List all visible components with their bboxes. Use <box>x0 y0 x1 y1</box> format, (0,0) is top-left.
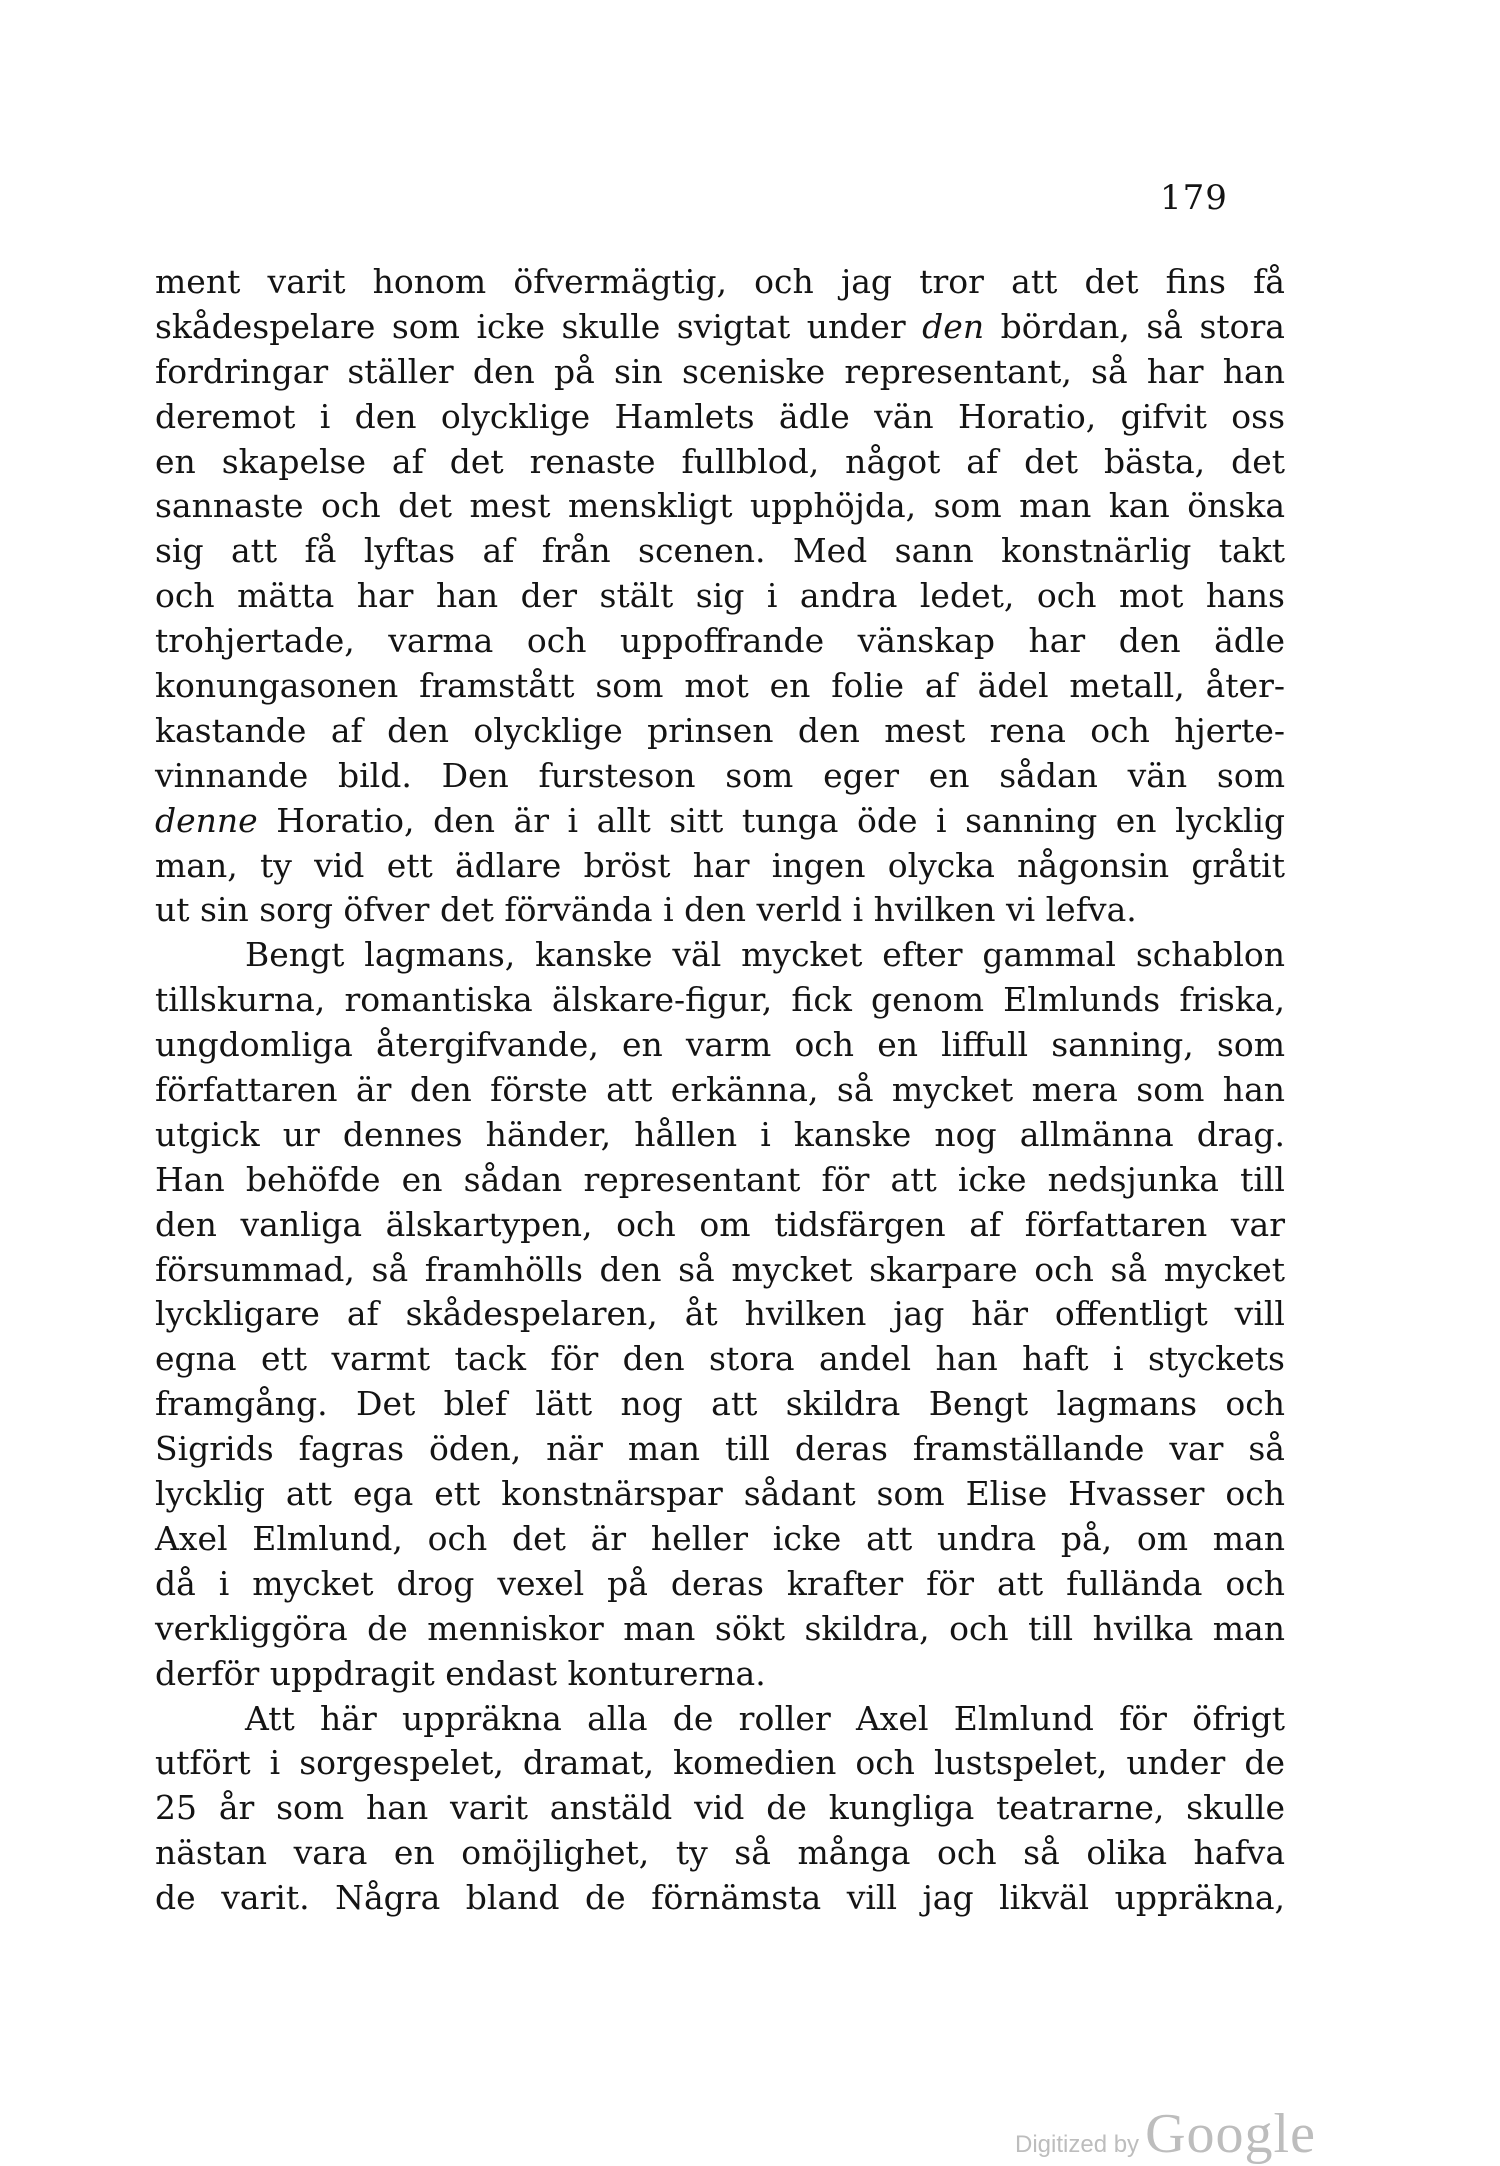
text-span: bördan, så stora <box>984 306 1285 346</box>
text-line <box>155 1337 1285 1382</box>
text-line <box>155 574 1285 619</box>
text-line <box>155 1068 1285 1113</box>
digitized-watermark <box>1015 2102 1316 2166</box>
text-line <box>155 933 1285 978</box>
text-span: Sigrids fagras öden, när man till deras framställande var så <box>155 1429 1285 1469</box>
text-line <box>155 395 1285 440</box>
text-span: skådespelare som icke skulle svigtat under <box>155 306 923 346</box>
text-span: 25 år som han varit anstäld vid de kungliga teatrarne, skulle <box>155 1788 1285 1828</box>
text-line <box>155 978 1285 1023</box>
text-span: deremot i den olycklige Hamlets ädle vän Horatio, gifvit oss <box>155 396 1285 436</box>
text-span: sannaste och det mest menskligt upphöjda, som man kan önska <box>155 486 1285 526</box>
text-line <box>155 1248 1285 1293</box>
text-span: konungasonen framstått som mot en folie af ädel metall, åter- <box>155 666 1285 706</box>
text-span: Att här uppräkna alla de roller Axel Elmlund för öfrigt <box>245 1698 1285 1738</box>
text-line <box>155 709 1285 754</box>
text-span: ment varit honom öfvermägtig, och jag tror att det fins få <box>155 262 1285 301</box>
text-span: sig att få lyftas af från scenen. Med sann konstnärlig takt <box>155 531 1285 571</box>
text-span: egna ett varmt tack för den stora andel han haft i styckets <box>155 1339 1285 1379</box>
text-line <box>155 664 1285 709</box>
text-span: fordringar ställer den på sin sceniske representant, så har han <box>155 351 1285 391</box>
text-span: ut sin sorg öfver det förvända i den verld i hvilken vi lefva. <box>155 890 1137 930</box>
text-line <box>155 1382 1285 1427</box>
text-span: lycklig att ega ett konstnärspar sådant som Elise Hvasser och <box>155 1474 1285 1514</box>
text-line <box>155 1741 1285 1786</box>
text-span: vinnande bild. Den fursteson som eger en sådan vän som <box>155 755 1285 795</box>
text-line <box>155 1876 1285 1921</box>
text-span: den vanliga älskartypen, och om tidsfärgen af författaren var <box>155 1204 1285 1244</box>
text-line <box>155 1562 1285 1607</box>
text-span: utfört i sorgespelet, dramat, komedien och lustspelet, under de <box>155 1743 1285 1783</box>
text-span: framgång. Det blef lätt nog att skildra Bengt lagmans och <box>155 1384 1285 1424</box>
text-line <box>155 529 1285 574</box>
text-span: lyckligare af skådespelaren, åt hvilken jag här offentligt vill <box>155 1294 1285 1334</box>
text-span: då i mycket drog vexel på deras krafter för att fullända och <box>155 1563 1285 1603</box>
body-text <box>155 260 1285 1921</box>
text-line <box>155 1831 1285 1876</box>
text-line <box>155 1517 1285 1562</box>
text-span: försummad, så framhölls den så mycket skarpare och så mycket <box>155 1249 1285 1289</box>
text-line <box>155 1697 1285 1742</box>
text-span: Axel Elmlund, och det är heller icke att undra på, om man <box>155 1518 1285 1558</box>
text-line <box>155 1023 1285 1068</box>
text-span: Horatio, den är i allt sitt tunga öde i sanning en lycklig <box>257 800 1285 840</box>
text-span: nästan vara en omöjlighet, ty så många och så olika hafva <box>155 1833 1285 1873</box>
italic-text: den <box>922 306 985 346</box>
text-span: och mätta har han der stält sig i andra ledet, och mot hans <box>155 576 1285 616</box>
text-line <box>155 1427 1285 1472</box>
text-line <box>155 260 1285 305</box>
text-line <box>155 888 1285 933</box>
watermark-prefix: Digitized by <box>1015 2131 1140 2158</box>
text-line <box>155 350 1285 395</box>
text-span: de varit. Några bland de förnämsta vill jag likväl uppräkna, <box>155 1878 1285 1918</box>
google-logo: Google <box>1145 2103 1316 2165</box>
text-span: Han behöfde en sådan representant för att icke nedsjunka till <box>155 1159 1285 1199</box>
text-line <box>155 619 1285 664</box>
text-span: man, ty vid ett ädlare bröst har ingen olycka någonsin gråtit <box>155 845 1285 885</box>
text-line <box>155 484 1285 529</box>
text-line <box>155 1652 1285 1697</box>
text-line <box>155 1113 1285 1158</box>
text-line <box>155 1292 1285 1337</box>
text-span: utgick ur dennes händer, hållen i kanske nog allmänna drag. <box>155 1114 1285 1154</box>
text-span: författaren är den förste att erkänna, så mycket mera som han <box>155 1070 1285 1110</box>
text-line <box>155 1158 1285 1203</box>
text-line <box>155 844 1285 889</box>
text-span: derför uppdragit endast konturerna. <box>155 1653 766 1693</box>
text-line <box>155 754 1285 799</box>
text-span: verkliggöra de menniskor man sökt skildra, och till hvilka man <box>155 1608 1285 1648</box>
text-line <box>155 1472 1285 1517</box>
text-line <box>155 440 1285 485</box>
page-number: 179 <box>1160 178 1228 218</box>
text-span: trohjertade, varma och uppoffrande vänskap har den ädle <box>155 621 1285 661</box>
text-line <box>155 1203 1285 1248</box>
text-line <box>155 1607 1285 1652</box>
text-span: Bengt lagmans, kanske väl mycket efter gammal schablon <box>245 935 1285 975</box>
text-line <box>155 305 1285 350</box>
text-line <box>155 1786 1285 1831</box>
text-span: tillskurna, romantiska älskare-figur, fick genom Elmlunds friska, <box>155 980 1285 1020</box>
text-span: kastande af den olycklige prinsen den mest rena och hjerte- <box>155 710 1285 750</box>
text-span: en skapelse af det renaste fullblod, något af det bästa, det <box>155 441 1285 481</box>
text-line <box>155 799 1285 844</box>
italic-text: denne <box>155 800 258 840</box>
text-span: ungdomliga återgifvande, en varm och en liffull sanning, som <box>155 1025 1285 1065</box>
